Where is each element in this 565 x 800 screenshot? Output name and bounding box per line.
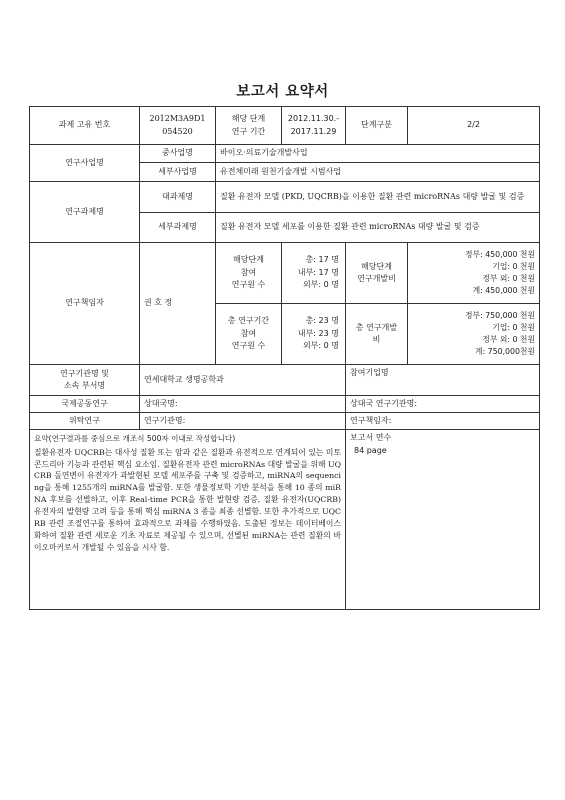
period-value: 2012.11.30.- 2017.11.29 <box>282 107 346 145</box>
total-fund-values: 정부: 750,000 천원 기업: 0 천원 정부 외: 0 천원 계: 750,000천원 <box>408 304 540 365</box>
stage-label: 단계구분 <box>346 107 408 145</box>
project-label: 연구과제명 <box>30 182 140 243</box>
task-id-row <box>30 107 540 145</box>
business-detail-label: 세부사업명 <box>140 163 216 182</box>
abstract-row <box>30 430 540 610</box>
business-mid-row <box>30 145 540 163</box>
stage-fund-label: 해당단계 연구개발비 <box>346 243 408 304</box>
institution-value: 연세대학교 생명공학과 <box>140 365 346 396</box>
stage-people-values: 총: 17 명 내부: 17 명 외부: 0 명 <box>282 243 346 304</box>
task-id-value: 2012M3A9D1 054520 <box>140 107 216 145</box>
institution-row <box>30 365 540 396</box>
document-title: 보고서 요약서 <box>236 84 329 100</box>
business-mid-value: 바이오·의료기술개발사업 <box>216 145 540 163</box>
researcher-label: 연구책임자 <box>30 243 140 365</box>
project-main-label: 대과제명 <box>140 182 216 213</box>
partner-company-label: 참여기업명 <box>346 365 540 396</box>
business-label: 연구사업명 <box>30 145 140 182</box>
task-id-label: 과제 고유 번호 <box>30 107 140 145</box>
summary-form-table <box>29 106 540 610</box>
stage-value: 2/2 <box>408 107 540 145</box>
international-row <box>30 396 540 413</box>
researcher-name: 권 호 정 <box>140 243 216 365</box>
international-institution: 상대국 연구기관명: <box>346 396 540 413</box>
business-mid-label: 중사업명 <box>140 145 216 163</box>
total-fund-label: 총 연구개발 비 <box>346 304 408 365</box>
commissioned-row <box>30 413 540 430</box>
period-label: 해당 단계 연구 기간 <box>216 107 282 145</box>
total-people-values: 총: 23 명 내부: 23 명 외부: 0 명 <box>282 304 346 365</box>
total-people-label: 총 연구기간 참여 연구원 수 <box>216 304 282 365</box>
stage-fund-values: 정부: 450,000 천원 기업: 0 천원 정부 외: 0 천원 계: 450,000 천원 <box>408 243 540 304</box>
institution-label: 연구기관명 및 소속 부서명 <box>30 365 140 396</box>
international-country: 상대국명: <box>140 396 346 413</box>
project-main-value: 질환 유전자 모델 (PKD, UQCRB)을 이용한 질환 관련 microRNAs 대량 발굴 및 검증 <box>216 182 540 213</box>
business-detail-value: 유전체미래 원천기술개발 시범사업 <box>216 163 540 182</box>
project-main-row <box>30 182 540 213</box>
pages-label: 보고서 면수 <box>350 433 392 442</box>
international-label: 국제공동연구 <box>30 396 140 413</box>
pages-value: 84 page <box>354 446 387 456</box>
abstract-heading: 요약(연구결과를 중심으로 개조식 500자 이내로 작성합니다) <box>34 434 236 443</box>
researcher-stage-row <box>30 243 540 304</box>
abstract-body: 질환유전자 UQCRB는 대사성 질환 또는 암과 같은 질환과 유전적으로 연계되어 있는 미토콘드리아 기능과 관련된 핵심 요소임. 질환유전자 관련 microRNAs 대량 발굴을 위해 UQCRB 돌연변이 유전자가 과발현된 모델 세포주를 구축 및 검증하고, miRNA의 sequencing을 통해 1255개의 miRNA를 발굴함. 또한 생물정보학 기반 분석을 통해 10 종의 miRNA 후보를 선별하고, 이후 Real-time PCR을 통한 발현량 검증, 질환 유전자(UQCRB) 유전자의 발현량 고려 등을 통해 핵심 miRNA 3 종을 최종 선별함. 또한 추가적으로 UQCRB 관련 조절연구를 통하여 효과적으로 과제를 수행하였음. 도출된 정보는 데이터베이스화하여 질환 관련 새로운 기초 자료로 제공될 수 있으며, 선별된 miRNA는 관련 질환의 바이오마커로서 개발될 수 있음을 시사 함. <box>34 447 341 552</box>
project-sub-value: 질환 유전자 모델 세포를 이용한 질환 관련 microRNAs 대량 발굴 및 검증 <box>216 213 540 243</box>
commissioned-manager: 연구책임자: <box>346 413 540 430</box>
project-sub-label: 세부과제명 <box>140 213 216 243</box>
commissioned-institution: 연구기관명: <box>140 413 346 430</box>
pages-cell <box>346 430 540 610</box>
commissioned-label: 위탁연구 <box>30 413 140 430</box>
abstract-cell <box>30 430 346 610</box>
stage-people-label: 해당단계 참여 연구원 수 <box>216 243 282 304</box>
